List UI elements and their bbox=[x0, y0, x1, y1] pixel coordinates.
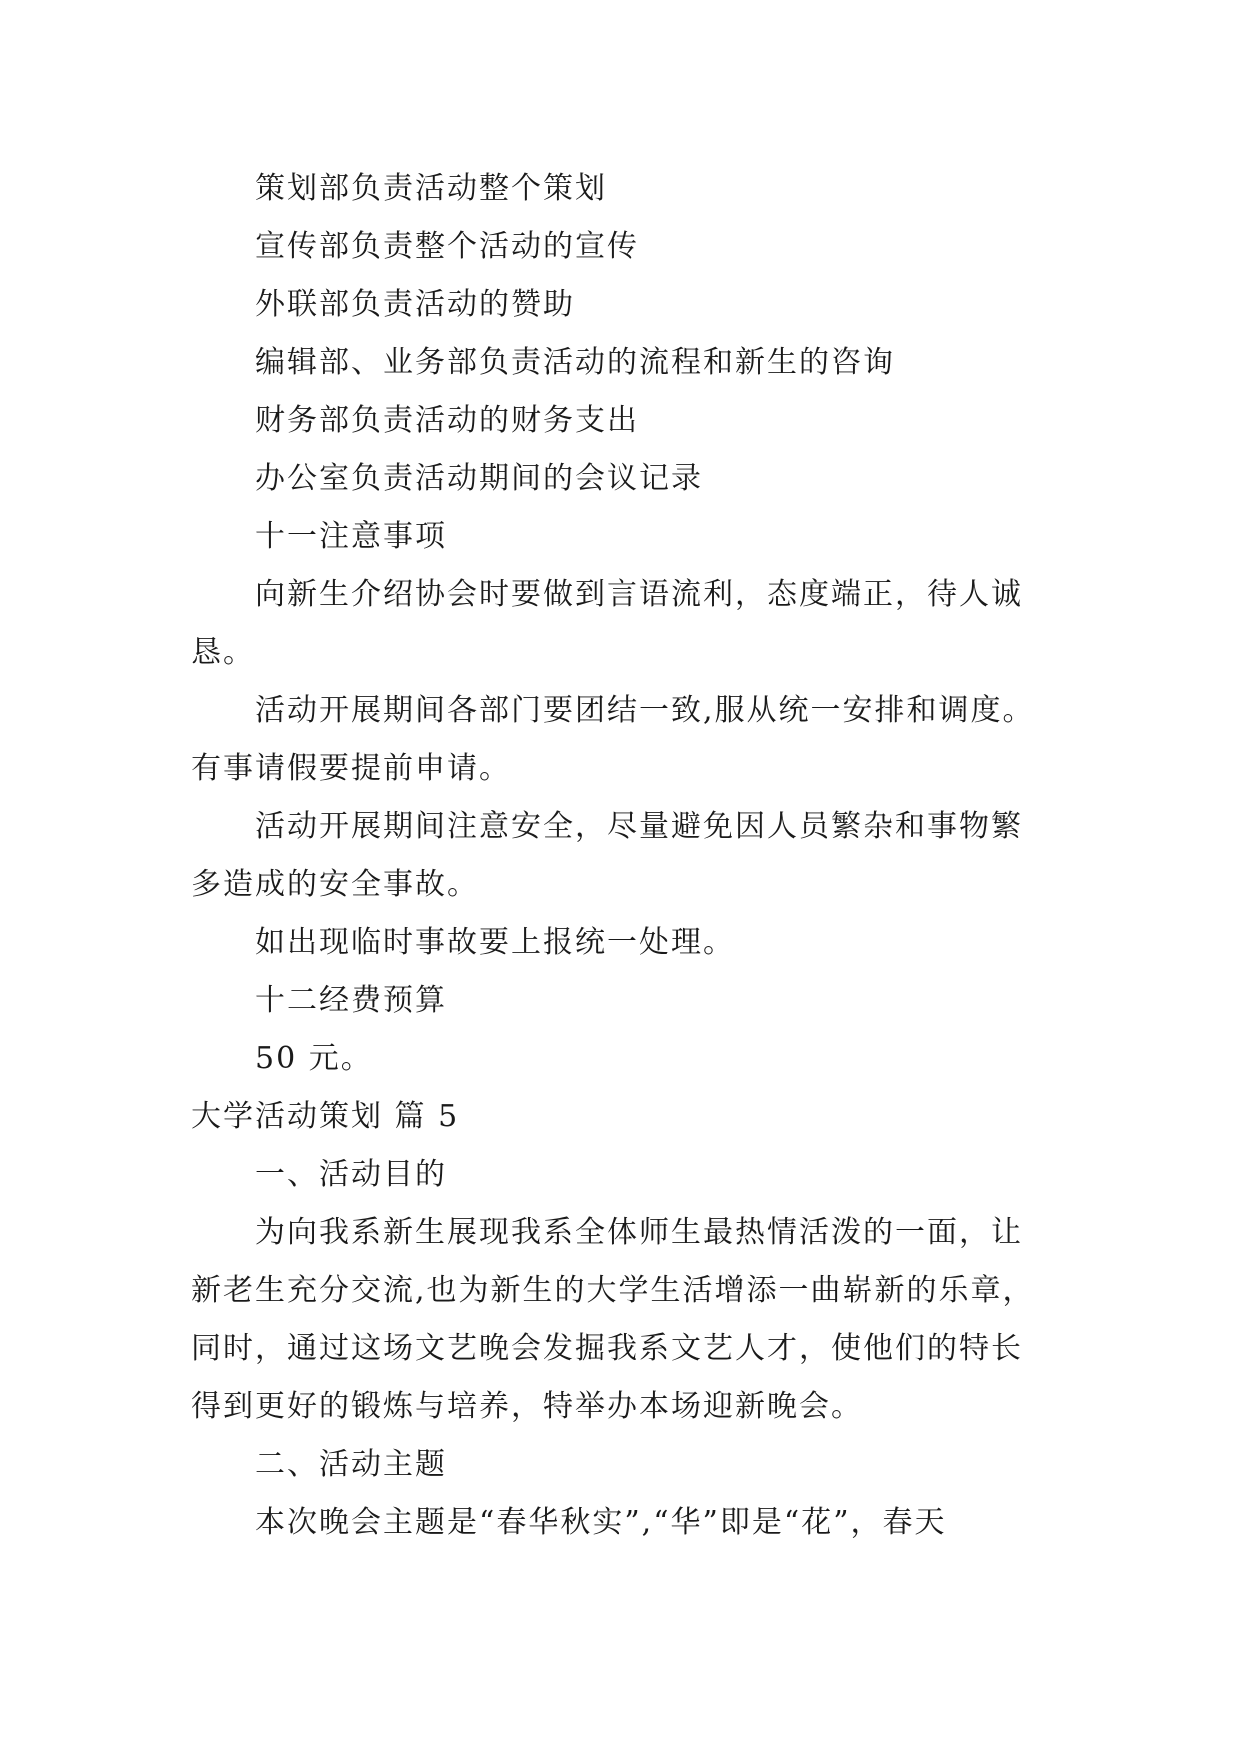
paragraph: 宣传部负责整个活动的宣传 bbox=[255, 229, 639, 264]
paragraph: 如出现临时事故要上报统一处理。 bbox=[255, 925, 735, 960]
paragraph: 办公室负责活动期间的会议记录 bbox=[255, 461, 703, 496]
paragraph: 策划部负责活动整个策划 bbox=[255, 171, 607, 206]
paragraph: 活动开展期间各部门要团结一致,服从统一安排和调度。有事请假要提前申请。 bbox=[191, 693, 1035, 786]
paragraph: 向新生介绍协会时要做到言语流利，态度端正，待人诚恳。 bbox=[191, 577, 1023, 670]
section-heading: 十一注意事项 bbox=[255, 519, 447, 554]
section-heading: 二、活动主题 bbox=[255, 1447, 447, 1482]
paragraph: 财务部负责活动的财务支出 bbox=[255, 403, 639, 438]
paragraph: 50 元。 bbox=[255, 1041, 373, 1076]
paragraph: 外联部负责活动的赞助 bbox=[255, 287, 575, 322]
document-body bbox=[191, 160, 1051, 1552]
paragraph: 编辑部、业务部负责活动的流程和新生的咨询 bbox=[255, 345, 895, 380]
paragraph: 为向我系新生展现我系全体师生最热情活泼的一面，让新老生充分交流,也为新生的大学生活增添一曲崭新的乐章，同时，通过这场文艺晚会发掘我系文艺人才，使他们的特长得到更好的锻炼与培养，特举办本场迎新晚会。 bbox=[191, 1215, 1035, 1424]
paragraph: 活动开展期间注意安全，尽量避免因人员繁杂和事物繁多造成的安全事故。 bbox=[191, 809, 1023, 902]
chapter-title: 大学活动策划 篇 5 bbox=[191, 1099, 460, 1134]
paragraph: 本次晚会主题是“春华秋实”,“华”即是“花”，春天 bbox=[255, 1505, 947, 1540]
section-heading: 十二经费预算 bbox=[255, 983, 447, 1018]
section-heading: 一、活动目的 bbox=[255, 1157, 447, 1192]
